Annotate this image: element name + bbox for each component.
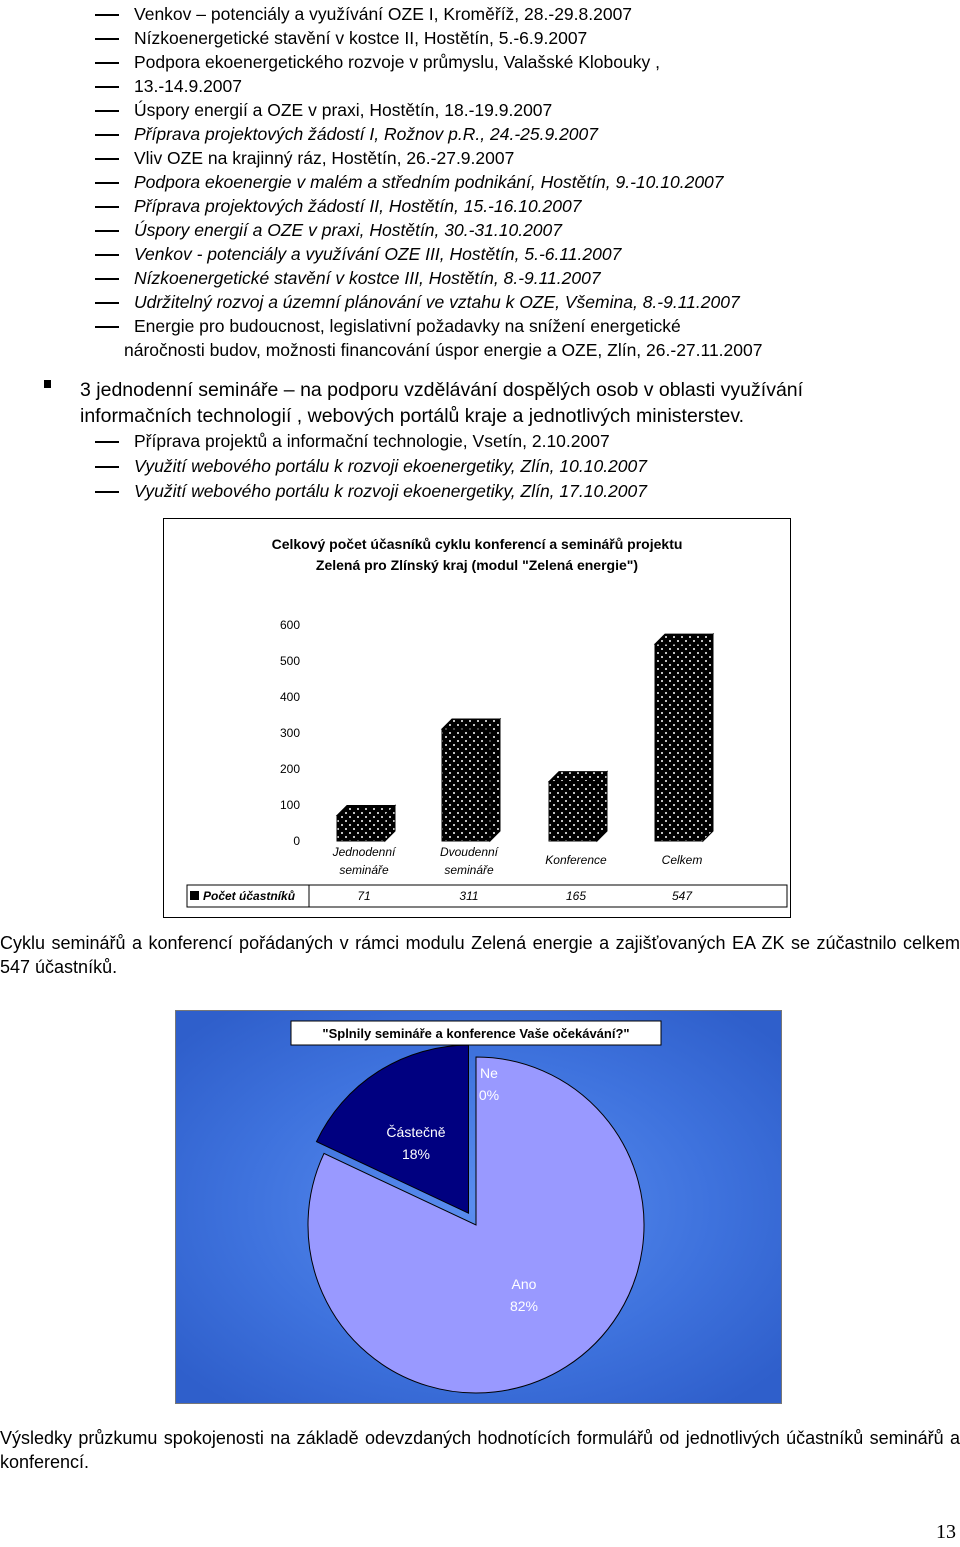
pie-chart-canvas (176, 1011, 781, 1403)
legend-swatch-icon (190, 891, 199, 900)
list-item-text: Vliv OZE na krajinný ráz, Hostětín, 26.-27.9.2007 (134, 148, 515, 168)
y-tick-label: 400 (279, 690, 300, 704)
participants-bar-chart (163, 518, 791, 918)
list-item-text: Venkov - potenciály a využívání OZE III, Hostětín, 5.-6.11.2007 (134, 244, 622, 264)
pie-slice-label: Částečně (386, 1124, 446, 1140)
data-table-value: 71 (357, 889, 371, 903)
sub-list-item-text: Příprava projektů a informační technologie, Vsetín, 2.10.2007 (134, 431, 610, 451)
data-table-value: 311 (459, 889, 479, 903)
y-tick-label: 100 (279, 798, 300, 812)
y-tick-label: 200 (279, 762, 300, 776)
data-table-value: 547 (671, 889, 693, 903)
page-number: 13 (936, 1521, 956, 1543)
list-item-text: 13.-14.9.2007 (134, 76, 243, 96)
list-item-text: Udržitelný rozvoj a územní plánování ve vztahu k OZE, Všemina, 8.-9.11.2007 (134, 292, 740, 312)
list-item-text: Podpora ekoenergie v malém a středním podnikání, Hostětín, 9.-10.10.2007 (134, 172, 724, 192)
bar (337, 805, 395, 841)
y-tick-label: 0 (293, 834, 300, 848)
list-item-text: Úspory energií a OZE v praxi, Hostětín, 18.-19.9.2007 (134, 100, 553, 120)
chart-title-line: Zelená pro Zlínský kraj (modul "Zelená energie") (315, 557, 639, 573)
y-tick-label: 500 (279, 654, 300, 668)
pie-slice-percent: 0% (478, 1087, 500, 1103)
sub-list-item-text: Využití webového portálu k rozvoji ekoenergetiky, Zlín, 17.10.2007 (134, 481, 647, 501)
sub-list-item-text: Využití webového portálu k rozvoji ekoenergetiky, Zlín, 10.10.2007 (134, 456, 647, 476)
survey-results-text: Výsledky průzkumu spokojenosti na základě odevzdaných hodnotících formulářů od jednotlivých účastníků seminářů a konferencí. (0, 1428, 960, 1472)
pie-slice-percent: 82% (509, 1298, 539, 1314)
pie-chart-title: "Splnily semináře a konference Vaše očekávání?" (322, 1026, 630, 1041)
list-item-text: Nízkoenergetické stavění v kostce II, Hostětín, 5.-6.9.2007 (134, 28, 588, 48)
pie-slice-label: Ne (480, 1065, 498, 1081)
list-item-text: Příprava projektových žádostí II, Hostětín, 15.-16.10.2007 (134, 196, 582, 216)
participants-summary-text: Cyklu seminářů a konferencí pořádaných v rámci modulu Zelená energie a zajišťovaných EA ZK se zúčastnilo celkem 547 účastníků. (0, 933, 960, 977)
y-tick-label: 600 (279, 618, 300, 632)
x-category-label: semináře (444, 863, 494, 877)
list-item-text: Podpora ekoenergetického rozvoje v průmyslu, Valašské Klobouky , (134, 52, 660, 72)
x-category-label: Jednodenní (332, 845, 396, 859)
bar (442, 719, 500, 841)
list-item-text: Příprava projektových žádostí I, Rožnov p.R., 24.-25.9.2007 (134, 124, 598, 144)
seminar-summary-line: informačních technologií , webových portálů kraje a jednotlivých ministerstev. (80, 405, 745, 427)
bar-chart-canvas (164, 519, 790, 917)
bar (549, 772, 607, 841)
data-table-value: 165 (565, 889, 587, 903)
x-category-label: Celkem (661, 853, 703, 867)
data-table-series-label: Počet účastníků (203, 889, 296, 903)
pie-slice-percent: 18% (401, 1146, 431, 1162)
y-tick-label: 300 (279, 726, 300, 740)
x-category-label: Dvoudenní (439, 845, 499, 859)
list-item-text: Venkov – potenciály a využívání OZE I, Kroměříž, 28.-29.8.2007 (134, 4, 633, 24)
x-category-label: Konference (545, 853, 607, 867)
chart-title-line: Celkový počet účasníků cyklu konferencí a seminářů projektu (271, 536, 683, 552)
seminar-summary-line: 3 jednodenní semináře – na podporu vzdělávání dospělých osob v oblasti využívání (80, 379, 804, 401)
satisfaction-pie-chart (175, 1010, 782, 1404)
x-category-label: semináře (339, 863, 389, 877)
list-item-text: Úspory energií a OZE v praxi, Hostětín, 30.-31.10.2007 (134, 220, 562, 240)
pie-slice-label: Ano (511, 1276, 537, 1292)
seminar-summary (80, 377, 960, 429)
list-item-continuation: náročnosti budov, možnosti financování úspor energie a OZE, Zlín, 26.-27.11.2007 (124, 340, 763, 360)
list-item-text: Nízkoenergetické stavění v kostce III, Hostětín, 8.-9.11.2007 (134, 268, 601, 288)
bar (655, 634, 713, 841)
list-item-text: Energie pro budoucnost, legislativní požadavky na snížení energetické (134, 316, 681, 336)
square-bullet-icon (44, 380, 51, 388)
